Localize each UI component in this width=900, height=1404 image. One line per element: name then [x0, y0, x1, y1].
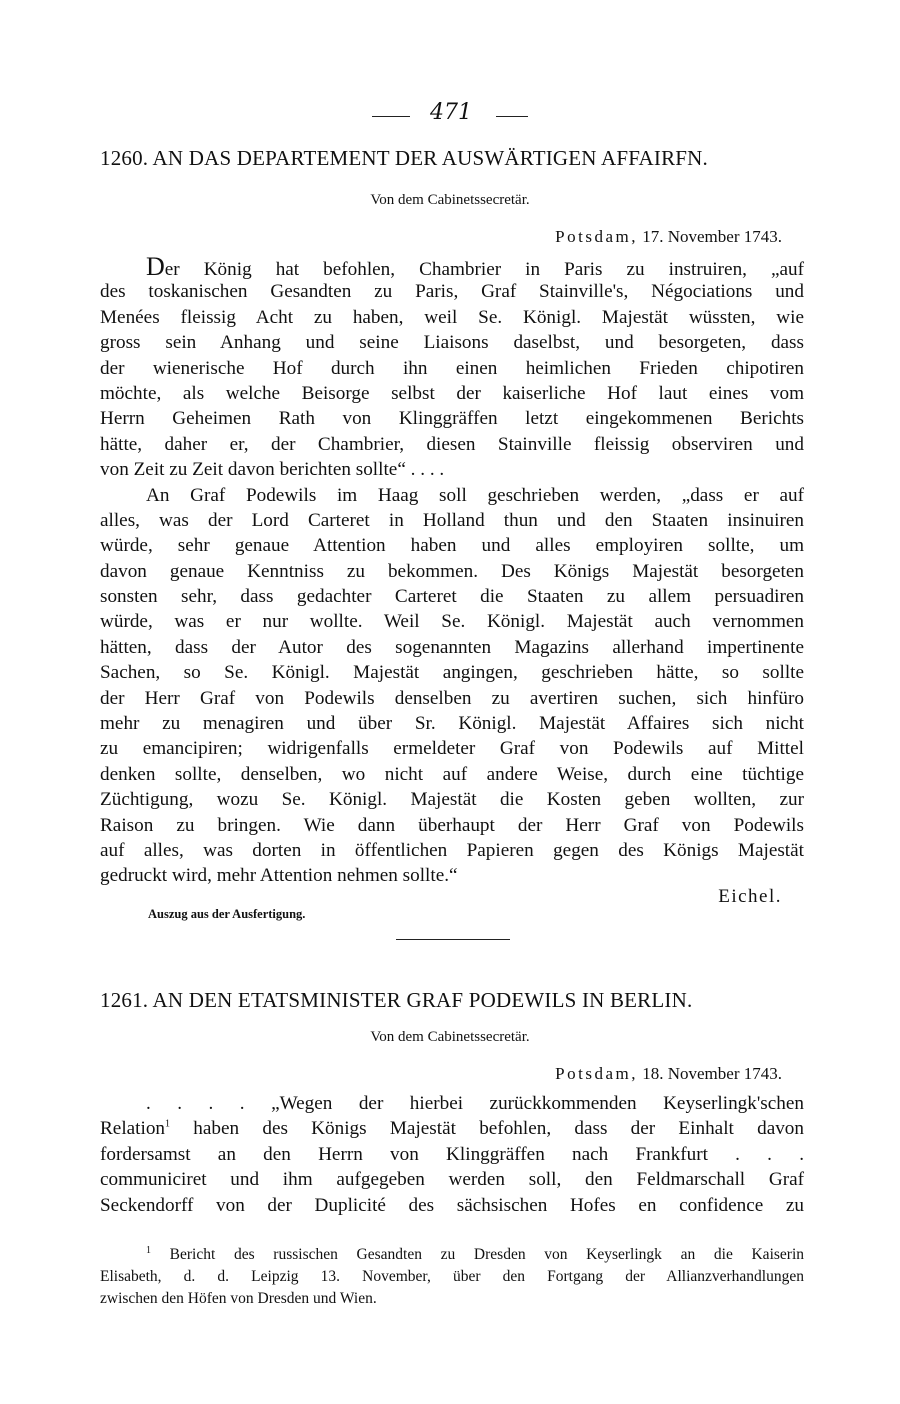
body-line: Züchtigung, wozu Se. Königl. Majestät die Kosten geben wollten, zur	[100, 789, 804, 811]
body-line: des toskanischen Gesandten zu Paris, Graf Stainville's, Négociations und	[100, 281, 804, 303]
body-line: davon genaue Kenntniss zu bekommen. Des Königs Majestät besorgeten	[100, 560, 804, 582]
body-line: würde, sehr genaue Attention haben und alles employiren sollte, um	[100, 535, 804, 557]
header-dash-right	[496, 116, 528, 117]
letter-1261-heading: 1261. AN DEN ETATSMINISTER GRAF PODEWILS IN BERLIN.	[100, 988, 693, 1012]
source-note: Auszug aus der Ausfertigung.	[148, 907, 306, 921]
body-line: An Graf Podewils im Haag soll geschrieben werden, „dass er auf	[146, 484, 804, 506]
letter-1260-body	[100, 254, 804, 889]
body-line: Menées fleissig Acht zu haben, weil Se. Königl. Majestät wüssten, wie	[100, 306, 804, 328]
body-line: würde, was er nur wollte. Weil Se. Königl. Majestät auch vernommen	[100, 611, 804, 633]
body-line: zu emancipiren; widrigenfalls ermeldeter Graf von Podewils auf Mittel	[100, 738, 804, 760]
letter-1261-place: Potsdam,	[555, 1064, 638, 1083]
body-line: mehr zu menagiren und über Sr. Königl. Majestät Affaires sich nicht	[100, 713, 804, 735]
body-line: Raison zu bringen. Wie dann überhaupt der Herr Graf von Podewils	[100, 814, 804, 836]
body-line: denken sollte, denselben, wo nicht auf andere Weise, durch eine tüchtige	[100, 763, 804, 785]
footnote-line: $^1$ Bericht des russischen Gesandten zu Dresden von Keyserlingk an die Kaiserin	[146, 1244, 805, 1263]
footnote-number: 1	[146, 1244, 151, 1256]
body-line: Sachen, so Se. Königl. Majestät angingen, geschrieben hätte, so sollte	[100, 662, 804, 684]
drop-cap: D	[146, 252, 165, 281]
body-line: möchte, als welche Beisorge selbst der kaiserliche Hof laut eines vom	[100, 382, 804, 404]
section-divider	[396, 939, 510, 940]
body-line: . . . . „Wegen der hierbei zurückkommenden Keyserlingk'schen	[146, 1093, 804, 1114]
letter-1261-body	[100, 1091, 804, 1218]
body-line: Der König hat befohlen, Chambrier in Paris zu instruiren, „auf	[146, 252, 804, 281]
letter-1260-date: 17. November 1743.	[642, 227, 782, 246]
letter-1260-dateline	[555, 227, 782, 247]
signature: Eichel.	[718, 886, 782, 907]
letter-1260-place: Potsdam,	[555, 227, 638, 246]
page-number-header	[0, 100, 900, 130]
body-line: hätte, daher er, der Chambrier, diesen Stainville fleissig observiren und	[100, 433, 804, 455]
body-line: hätten, dass der Autor des sogenannten Magazins allerhand impertinente	[100, 636, 804, 658]
body-line: alles, was der Lord Carteret in Holland thun und den Staaten insinuiren	[100, 509, 804, 531]
body-line: der wienerische Hof durch ihn einen heimlichen Frieden chipotiren	[100, 357, 804, 379]
footnote-line: zwischen den Höfen von Dresden und Wien.	[100, 1290, 377, 1307]
letter-1260-heading: 1260. AN DAS DEPARTEMENT DER AUSWÄRTIGEN AFFAIRFN.	[100, 146, 708, 170]
body-line: Relation$^1$ haben des Königs Majestät befohlen, dass der Einhalt davon	[100, 1118, 804, 1140]
letter-1261-date: 18. November 1743.	[642, 1064, 782, 1083]
letter-1260-sender: Von dem Cabinetssecretär.	[370, 192, 530, 208]
page-number: 471	[430, 100, 472, 125]
body-line: der Herr Graf von Podewils denselben zu avertiren suchen, sich hinfüro	[100, 687, 804, 709]
footnote-marker: 1	[165, 1119, 171, 1130]
letter-1261-dateline	[555, 1064, 782, 1084]
footnote	[100, 1244, 804, 1310]
body-line: auf alles, was dorten in öffentlichen Papieren gegen des Königs Majestät	[100, 839, 804, 861]
body-line: communiciret und ihm aufgegeben werden soll, den Feldmarschall Graf	[100, 1169, 804, 1191]
body-line: Herrn Geheimen Rath von Klinggräffen letzt eingekommenen Berichts	[100, 408, 804, 430]
header-dash-left	[372, 116, 410, 117]
footnote-line: Elisabeth, d. d. Leipzig 13. November, über den Fortgang der Allianzverhandlungen	[100, 1268, 804, 1285]
body-line: fordersamst an den Herrn von Klinggräffen nach Frankfurt . . .	[100, 1143, 804, 1165]
body-line: Seckendorff von der Duplicité des sächsischen Hofes en confidence zu	[100, 1194, 804, 1216]
body-line: gedruckt wird, mehr Attention nehmen sollte.“	[100, 865, 458, 887]
body-line: sonsten sehr, dass gedachter Carteret die Staaten zu allem persuadiren	[100, 586, 804, 608]
body-line: von Zeit zu Zeit davon berichten sollte“ . . . .	[100, 459, 445, 481]
body-line: gross sein Anhang und seine Liaisons daselbst, und besorgeten, dass	[100, 332, 804, 354]
letter-1261-sender: Von dem Cabinetssecretär.	[370, 1029, 530, 1045]
